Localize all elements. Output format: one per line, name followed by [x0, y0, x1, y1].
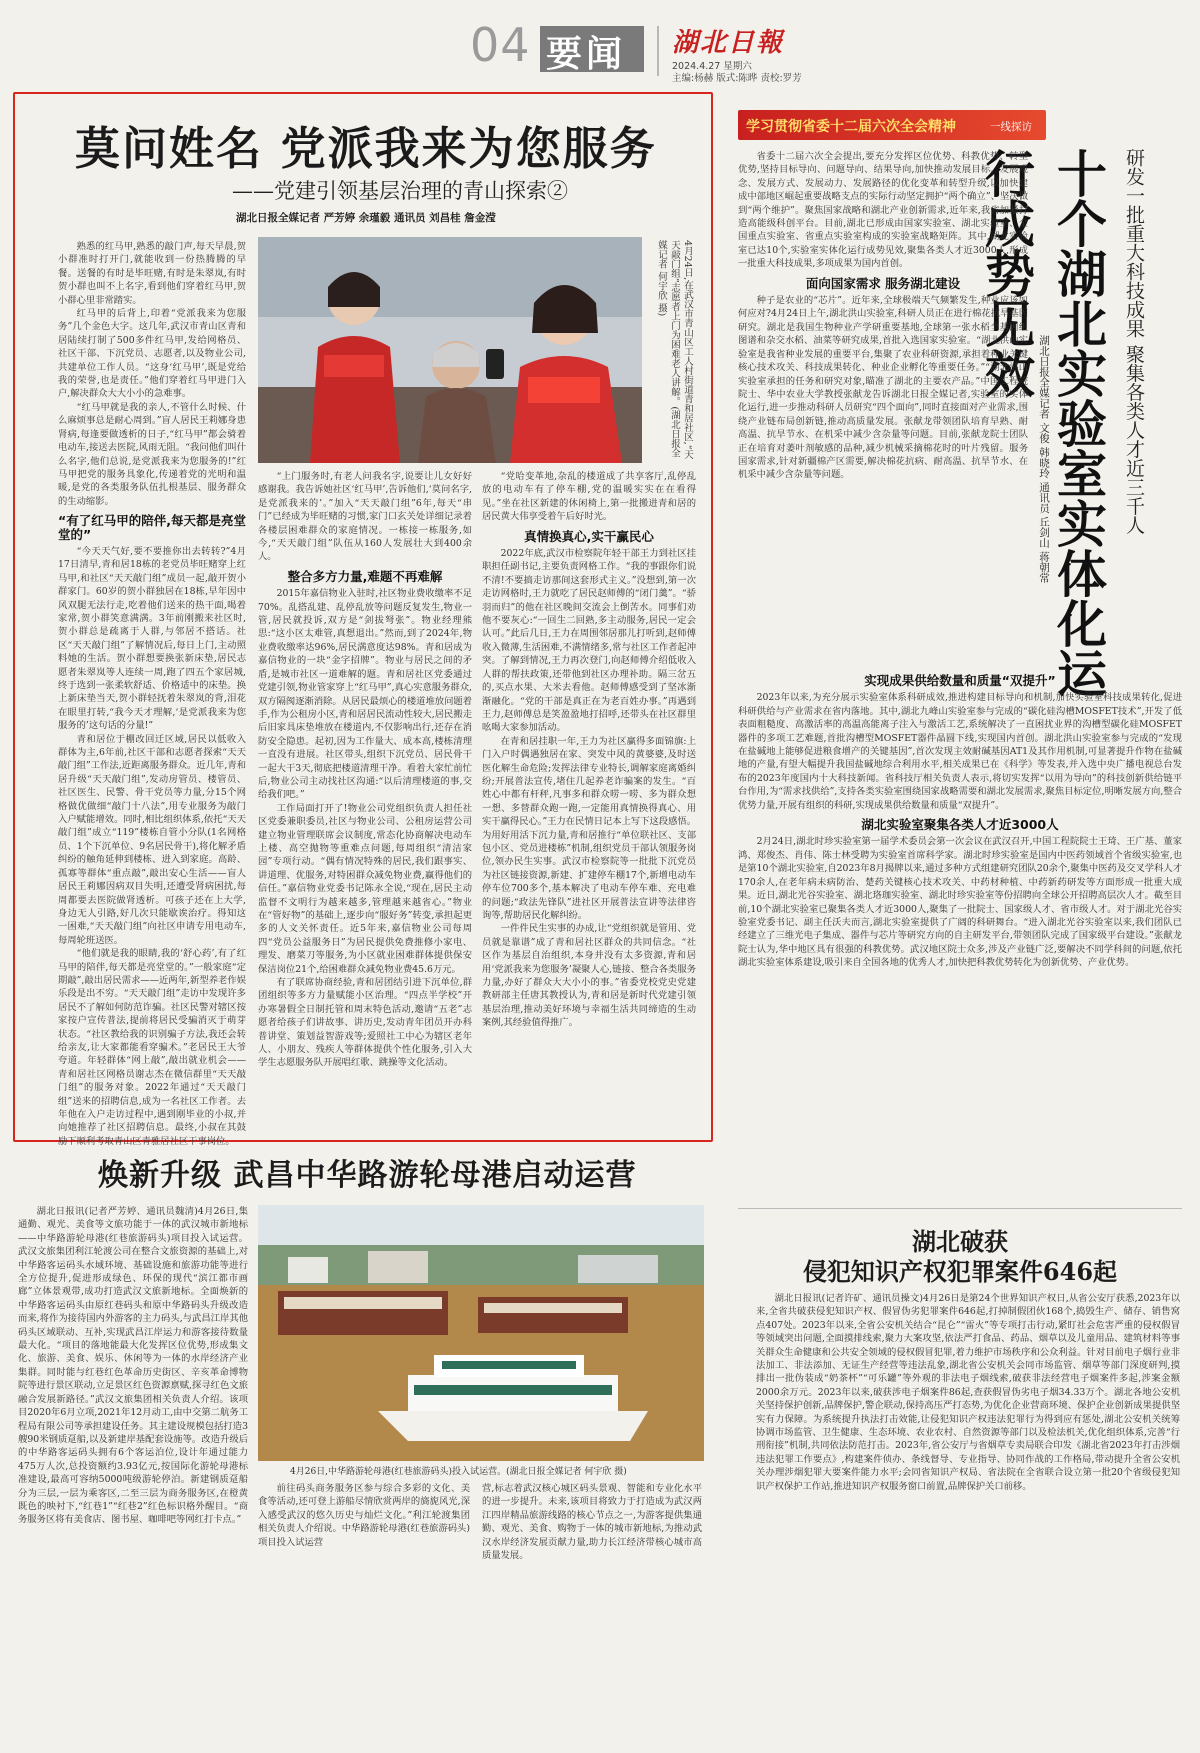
crime-para: 湖北日报讯(记者许矿、通讯员操文)4月26日是第24个世界知识产权日,从省公安厅获悉,2023年以来,全省共破获侵犯知识产权、假冒伪劣犯罪案件646起,打掉制假团伙168个,捣毁生产、储存、销售窝点407处。2023年以来,全省公安机关结合“昆仑”“雷火”等专项打击行动,紧盯社会危害严重的侵权假冒等领域突出问题,全面摸排线索,聚力大案攻坚,依法严打食品、药品、烟草以及儿童用品、建筑材料等事关群众生命健康和公共安全领域的侵权假冒犯罪,着力维护市场秩序和公众利益。针对目前电子烟行业非法加工、非法添加、无证生产经营等违法乱象,湖北省公安机关会同市场监管、烟草等部门深度研判,摸排出一批伪装成“奶茶杯”“可乐罐”等外观的非法电子烟线索,破获非法经营电子烟案件多起,涉案金额2000余万元。2023年以来,破获涉电子烟案件86起,查获假冒伪劣电子烟34.33万个。湖北各地公安机关坚持保护创新,品牌保护,警企联动,保持高压严打态势,为优化企业营商环境、保护企业创新成果提供坚实有力保障。为系统提升执法打击效能,让侵犯知识产权违法犯罪行为得到应有惩处,湖北公安机关统筹协调市场监管、卫生健康、生态环境、农业农村、自然资源等部门以及检法机关,优化组织体系,完善“行刑衔接”机制,共同依法防范打击。2023年,省公安厅与省烟草专卖局联合印发《湖北省2023年打击涉烟违法犯罪工作要点》,构建案件侦办、条线督导、专业指导、协同作战的工作格局,带动提升全省公安机关办理涉烟犯罪大要案件能力水平;会同省知识产权局、省法院在全省联合设立第一批20个省级侵犯知识产权保护工作站,推进知识产权服务窗口前置,品牌保护关口前移。 — [756, 1293, 1180, 1492]
main-col1-para: “红马甲就是我的亲人,不管什么时候、什么麻烦事总是耐心周到。”盲人居民王莉娜身患肾病,每逢要做透析的日子,“红马甲”都会骑着电动车,接送去医院,风雨无阻。“我问他们叫什么名字,他们总说,是党派我来为您服务的!”红马甲把党的服务具象化,传递着党的光明和温暖,是党的各类服务队伍扎根基层、服务群众的生动缩影。 — [58, 401, 246, 507]
ferry-col-1 — [18, 1205, 248, 1745]
main-col2-para: 有了联席协商经验,青和居团结引进下沉单位,群团组织等多方力量赋能小区治理。“四点半学校”开办寒暑假全日制托管和周末特色活动,邀请“五老”志愿者给孩子们讲故事、讲历史,发动青年团员开办科普讲堂、策划益智游戏等;爱照社工中心为辖区老年人、小朋友、残疾人等群体提供个性化服务,引入大学生志愿服务队开展唱红歌、跳操等文化活动。 — [258, 977, 472, 1069]
main-col-1 — [58, 240, 246, 1147]
ferry-photo — [258, 1205, 704, 1461]
crime-headline-1: 湖北破获 — [912, 1227, 1008, 1256]
ferry-col2-para: 前往码头商务服务区参与综合多彩的文化、美食等活动,还可登上游船尽情欣赏两岸的旖旎风光,深入感受武汉的悠久历史与灿烂文化。”利江轮渡集团相关负责人介绍说。中华路游轮母港(红巷旅游码头)项目投入试运营 — [258, 1483, 470, 1548]
ferry-col1-para: 湖北日报讯(记者严芳婷、通讯员魏清)4月26日,集通勤、观光、美食等文旅功能于一体的武汉城市新地标——中华路游轮母港(红巷旅游码头)项目投入试运营。武汉文旅集团利江轮渡公司在整合文旅资源的基础上,对中华路客运码头水域环境、基础设施和旅游功能等进行全方位提升,促进形成绿色、环保的现代“滨江都市画廊”立体景观带,成功打造武汉文旅新地标。全面焕新的中华路客运码头由原红巷码头和原中华路码头升级改造而来,将作为接待国内外游客的主力码头,与武昌江岸其他码头区域联动、互补,实现武昌江岸运力和游客接待数量最大化。“项目的落地能最大化发挥区位优势,形成集文化、旅游、美食、娱乐、休闲等为一体的水岸经济产业集群。同时能与红巷红色革命历史街区、辛亥革命博物院等进行景区联动,立足景区红色资源禀赋,探寻红色文旅融合发展新路径。”武汉文旅集团相关负责人介绍。该项目2020年6月立项,2021年12月动工,由中交第二航务工程局有限公司等承担建设任务。其主建设规模包括打造3艘90米钢质趸船,以及新建岸基配套设施等。改造升级后的中华路客运码头拥有6个客运泊位,设计年通过能力475万人次,总投资额约3.93亿元,按国际化游轮母港标准建设,最高可容纳5000吨级游轮停泊。新建钢质趸船分为三层,一层为乘客区,二至三层为商务服务区,在橙黄既色的映衬下,“红巷1”“红巷2”红色标识格外醒目。“商务服务区将有美食店、图书屋、咖啡吧等网红打卡点。” — [18, 1206, 248, 1526]
main-photo-caption: 4月24日,在武汉市青山区工人村街道青和居社区,“天天敲门组”志愿者上门为困难老人讲解。(湖北日报全媒记者 何宇欣 摄) — [656, 240, 693, 460]
main-col3-para: “党哈变革地,杂乱的楼道成了共享客厅,乱停乱放的电动车有了停车棚,党的温暖实实在在看得见。”坐在社区新建的休闲椅上,第一批搬进青和居的居民黄大伟享受着午后好时光。 — [482, 471, 696, 523]
main-col3-para: 2022年底,武汉市检察院年轻干部王力到社区挂职担任副书记,主要负责网格工作。“我的事跟你们说不清!不要搞走访那间这套形式主义。”没想到,第一次走访网格时,王力就吃了居民赵师傅的“闭门羹”。“骄羽而归”的他在社区晚间交流会上倒苦水。同事们劝他不要灰心:“一回生二回熟,多主动服务,居民一定会认可。”此后几日,王力在周围邻居那儿打听到,赵师傅收入微薄,生活困难,不满情绪多,常与社区工作者起冲突。了解到情况,王力再次登门,向赵师傅介绍低收入人群的帮扶政策,还带他到社区办理补助。隔三岔五的,买点水果、大米去看他。赵师傅感受到了坚冰渐渐融化。“党的干部是真正在为老百姓办事。”再遇到王力,赵师傅总是笑盈盈地打招呼,还带头在社区群里吆喝大家参加活动。 — [482, 548, 696, 734]
main-col3-para: 一件件民生实事的办成,让“党组织就是管用、党员就是靠谱”成了青和居社区群众的共同信念。“社区作为基层自治组织,本身并没有太多资源,青和居用‘党派我来为您服务’凝聚人心,链接、整合各类服务力量,办好了群众大大小小的事。”省委党校党史党建教研部主任唐其教授认为,青和居是新时代党建引领基层治理,推动美好环境与幸福生活共同缔造的生动案例,其经验值得推广。 — [482, 923, 696, 1029]
lab-headline: 十个湖北实验室实体化运行成势见效 — [977, 148, 1107, 698]
masthead-divider — [657, 26, 659, 76]
main-col1-subhead: “有了红马甲的陪伴,每天都是亮堂堂的” — [58, 513, 246, 542]
paper-logo: 湖北日報 — [672, 28, 785, 58]
masthead — [0, 0, 1200, 84]
main-headline: 莫问姓名 党派我来为您服务 — [75, 122, 657, 175]
lab-para: 种子是农业的“芯片”。近年来,全球极端天气频繁发生,种业应该如何应对?4月24日上午,湖北洪山实验室,科研人员正在进行棉花抗旱基因研究。湖北是我国生物种业产学研重要基地,全球第一张水稻全基因组图谱和杂交水稻、油菜等研究成果,首批入选国家实验室。“湖北洪山实验室是我省种业发展的重要平台,集聚了农业科研资源,承担着种业关键核心技术攻关、科技成果转化、种业企业孵化等重要任务。”“湖北洪山实验室承担的任务和研究对象,瞄准了湖北的主要农产品。”中国工程院院士、华中农业大学教授张献龙告诉湖北日报全媒记者,实验室的实体化运行,进一步推动科研人员研究“四个面向”,同时直接面对产业需求,围绕产业链布局创新链,推动高质量发展。张献龙带领团队培育早熟、耐高温、抗旱节水、在机采中减少含杂量等问题。目前,张献龙院士团队正在培育对萎叶剂敏感的品种,减少机械采摘棉花时的叶片残留。服务国家需求,针对新疆棉产区需要,解决棉花抗病、耐高温、抗旱节水、在机采中减少含杂量等问题。 — [738, 295, 1028, 481]
page-number: 04 — [470, 18, 531, 72]
main-col1-para: “他们就是我的眼睛,我的‘舒心药’,有了红马甲的陪伴,每天都是亮堂堂的。”一般家庭“定期敲”,敲出居民需求——近两年,新型养老作娱乐段是出不穷。“天天敲门组”走访中发现许多居民不了解如何防范诈骗。社区民警对辖区按家按户宣传普法,提前将居民受骗消灭于萌芽状态。“社区教给我的识别骗子方法,我还会转给亲友,让大家都能看穿骗术。”老居民王大爷夸道。年轻群体“网上敲”,敲出就业机会——青和居社区网格员谢志杰在微信群里“天天敲门组”的服务对象。2022年通过“天天敲门组”送来的招聘信息,成为一名社区工作者。去年他在入户走访过程中,遇到刚毕业的小叔,并向她推荐了社区招聘信息。最终,小叔在其鼓励下顺利考取青山区青雅居社区干事岗位。 — [58, 948, 246, 1147]
main-col1-para: “今天天气好,要不要推你出去转转?”4月17日清早,青和居18栋的老党员毕旺赌穿上红马甲,和社区“天天敲门组”成员一起,敲开贺小群家门。60岁的贺小群独居在18栋,早年因中风双腿无法行走,吃着他们送来的热干面,喝着家常,贺小群笑意满满。3年前刚搬来社区时,贺小群总是疏离于人群,与邻居不搭话。社区“天天敲门组”了解情况后,每日上门,主动照料她的生活。贺小群想要换张新床垫,居民志愿者朱翠岚等人连续一周,跑了四五个家居城,终于选到一张柔软舒适、价格适中的床垫。换上新床垫当天,贺小群轻抚着朱翠岚的背,泪花在眼里打转,“我今天才理解,‘是党派我来为您服务的’这句话的分量!” — [58, 545, 246, 732]
ferry-col-2 — [258, 1482, 470, 1748]
editors-credit: 主编:杨赫 版式:陈晔 责校:罗芳 — [672, 73, 802, 84]
ferry-col-3 — [482, 1482, 702, 1748]
main-col-2 — [258, 470, 472, 1132]
main-col2-para: 工作局面打开了!物业公司党组织负责人担任社区党委兼职委员,社区与物业公司、公租房运营公司建立物业管理联席会议制度,常态化协商解决电动车上楼、高空抛物等重难点问题,每周组织“清洁家园”专项行动。“偶有情况特殊的居民,我们跟事实、讲道理、优服务,对特困群众减免物业费,赢得他们的信任。”嘉信物业党委书记陈永全说,“现在,居民主动监督不文明行为越来越多,管理越来越省心。”物业在“管好物”的基础上,逐步向“服好务”转变,承担起更多的人文关怀责任。近5年来,嘉信物业公司每周四“党员公益服务日”为居民提供免费推修小家电、理发、磨菜刀等服务,为小区就业困难群体提供保安保洁岗位21个,给困难群众减免物业费45.6万元。 — [258, 802, 472, 975]
issue-date: 2024.4.27 星期六 — [672, 61, 752, 72]
main-col2-subhead: 整合多方力量,难题不再难解 — [287, 568, 443, 584]
lab-para: 2月24日,湖北时珍实验室第一届学术委员会第一次会议在武汉召开,中国工程院院士王琦、王广基、董家鸿、郑俊杰、肖伟、陈士林受聘为实验室首席科学家。湖北时珍实验室是国内中医药领域首个省级实验室,也是第10个湖北实验室,自2023年8月揭牌以来,通过多种方式组建研究团队20余个,聚集中医药及交叉学科人才170余人,在老年病未病防治、楚药关键核心技术攻关、中药材种植、中药新药研发等方面形成一批重大成果。近日,湖北光谷实验室、湖北珞珈实验室、湖北时珍实验室等份招聘向全球公开招聘高层次人才。截至目前,10个湖北实验室已聚集各类人才近3000人,聚集了一批院士、国家级人才、省市级人才。对于湖北光谷实验室党委书记、副主任沃夫而言,湖北实验室提供了广阔的科研舞台。“进入湖北光谷实验室以来,我们团队已经建立了三维光电子集成、器件与芯片等研究方向的自主研发平台,带领团队完成了国家级平台建设。”张献龙院士认为,华中地区具有很强的科教优势。武汉地区院士众多,涉及产业链广泛,要解决不同学科间的问题,依托湖北实验室体系建设,吸引来自全国各地的优秀人才,加快把科教优势转化为创新优势、产业优势。 — [738, 836, 1182, 969]
lab-para: 2023年以来,为充分展示实验室体系科研成效,推进构建目标导向和机制,加快实验室科技成果转化,促进科研供给与产业需求在省内落地。其中,湖北九峰山实验室参与完成的“碳化硅沟槽MOSFET技术”,开发了低表面粗糙度、高激活率的高温高能离子注入与激活工艺,系统解决了一直困扰业界的沟槽型碳化硅MOSFET器件的多项工艺难题,首批沟槽型MOSFET器件晶圆下线,实现国内首创。湖北洪山实验室参与完成的“发现在盐碱地上能够促进粮食增产的关键基因”,首次发现主效耐碱基因AT1及其作用机制,可显著提升作物在盐碱地的产量,有望大幅提升我国盐碱地综合利用水平,相关成果已在《科学》等发表,并入选中央广播电视总台发布的2023年度国内十大科技新闻。省科技厅相关负责人表示,将切实发挥“以用为导向”的科技创新供给链平台作用,为“需求找供给”,支持各类实验室围绕国家战略需要和湖北发展需求,聚焦目标定位,明晰发展方向,整合优势力量,开展有组织的科研,实现成果供给数量和质量“双提升”。 — [738, 692, 1182, 811]
lab-col-bottom — [738, 674, 1182, 1202]
ferry-headline: 焕新升级 武昌中华路游轮母港启动运营 — [98, 1158, 637, 1193]
main-col3-subhead: 真情换真心,实干赢民心 — [524, 528, 654, 544]
lab-banner-title: 学习贯彻省委十二届六次全会精神 — [746, 119, 956, 135]
section-label: 要闻 — [546, 34, 627, 75]
main-col1-para: 红马甲的后背上,印着“党派我来为您服务”几个金色大字。这几年,武汉市青山区青和居陆续打制了500多件红马甲,发给网格员、社区干部、下沉党员、志愿者,以及物业公司,共建单位工作人员。“这身‘红马甲’,既是党给我的荣誉,也是责任。”他们穿着红马甲进门入户,解决群众大大小小的急难事。 — [58, 308, 246, 400]
crime-body — [756, 1292, 1180, 1748]
ferry-col3-para: 营,标志着武汉核心城区码头景观、智能和专业化水平的进一步提升。未来,该项目将致力于打造成为武汉两江四岸精品旅游线路的核心节点之一,为游客提供集通勤、观光、美食、购物于一体的城市新地标,为推动武汉水岸经济发展贡献力量,助力长江经济带核心城市高质量发展。 — [482, 1483, 702, 1562]
main-col3-para: 在青和居挂职一年,王力为社区赢得多面锦旗:上门入户时偶遇独居在家、突发中风的黄婆婆,及时送医化解生命危险;发挥法律专业特长,调解家庭离婚纠纷;开展普法宣传,堵住几起养老诈骗案的发生。“百姓心中都有杆秤,凡事多和群众唠一唠、多为群众想一想、多替群众跑一跑,一定能用真情换得真心、用实干赢得民心。”王力在民情日记本上写下这段感悟。为用好用活下沉力量,青和居推行“单位联社区、支部包小区、党员进楼栋”机制,组织党员干部认领服务岗位,领办民生实事。武汉市检察院等一批批下沉党员为社区链接资源,新建、扩建停车棚17个,新增电动车停车位700多个,基本解决了电动车停车难、充电难的问题;“政法先锋队”进社区开展普法宣讲等法律咨询等,帮助居民化解纠纷。 — [482, 735, 696, 921]
crime-headline-2: 侵犯知识产权犯罪案件646起 — [802, 1257, 1118, 1286]
lab-deck: 研发一批重大科技成果 聚集各类人才近三千人 — [1123, 148, 1145, 535]
lab-subhead-3: 湖北实验室聚集各类人才近3000人 — [861, 817, 1059, 833]
lab-subhead-2: 实现成果供给数量和质量“双提升” — [864, 673, 1056, 688]
main-col1-para: 熟悉的红马甲,熟悉的敲门声,每天早晨,贺小群准时打开门,就能收到一份热腾腾的早餐。送餐的有时是毕旺赌,有时是朱翠岚,有时贺小群也叫不上名字,看到他们穿着红马甲,贺小群心里非常踏实。 — [58, 241, 246, 306]
main-col-3 — [482, 470, 696, 1132]
volunteers-photo-illustration — [258, 237, 642, 463]
lab-intro: 省委十二届六次全会提出,要充分发挥区位优势、科教优势、转型优势,坚持目标导向、问题导向、结果导向,加快推动发展目标、发展观念、发展方式、发展动力、发展路径的优化变革和转型升级,以加快建成中部地区崛起重要战略支点的实际行动坚定拥护“两个确立”、坚决做到“两个维护”。聚焦国家战略和湖北产业创新需求,近年来,我省加紧打造高能级科创平台。目前,湖北已形成由国家实验室、湖北实验室、全国重点实验室、省重点实验室构成的实验室战略矩阵。其中,湖北实验室已达10个,实验室实体化运行成势见效,聚集各类人才近3000人,形成一批重大科技成果,多项成果为国内首创。 — [738, 151, 1028, 270]
main-col2-para: “上门服务时,有老人问我名字,说要让儿女好好感谢我。我告诉她社区‘红马甲’,告诉他们,‘莫问名字,是党派我来的’。”加入“天天敲门组”6年,每天“串门”已经成为毕旺赌的习惯,家门口玄关处详细记录着各楼层困难群众的家庭情况。一栋接一栋服务,如今,“天天敲门组”队伍从160人发展壮大到400余人。 — [258, 471, 472, 563]
main-byline: 湖北日报全媒记者 严芳婷 余瑾毅 通讯员 刘昌桂 詹金滢 — [236, 212, 496, 224]
lab-banner-tag: 一线探访 — [990, 121, 1032, 133]
ferry-terminal-photo-illustration — [258, 1205, 704, 1461]
ferry-photo-caption: 4月26日,中华路游轮母港(红巷旅游码头)投入试运营。(湖北日报全媒记者 何宇欣 摄) — [290, 1467, 627, 1477]
lab-byline: 湖北日报全媒记者 文俊 韩晓玲 通讯员 丘剑山 蒋朝常 — [1038, 335, 1050, 583]
main-subtitle: ——党建引领基层治理的青山探索② — [232, 179, 568, 203]
main-col2-para: 2015年嘉信物业入驻时,社区物业费收缴率不足70%。乱搭乱建、乱停乱放等问题反复发生,物业一管,居民就投诉,双方是“剑拔弩张”。物业经理熊思:“这小区太难管,真想退出。”然而,到了2024年,物业费收缴率达96%,居民满意度达98%。青和居成为嘉信物业的一块“金字招牌”。物业与居民之间的矛盾,是城市社区一道难解的题。青和居社区党委通过党建引领,物业管家穿上“红马甲”,真心实意服务群众,双方隔阂逐渐消除。从居民最烦心的楼道堆放问题着手,作为公租房小区,青和居居民流动性较大,居民搬走后旧家具床垫堆放在楼道内,不仅影响出行,还存在消防安全隐患。起初,因为工作量大、成本高,楼栋清理一直没有进展。社区带头,组织下沉党员、居民骨干一起大干3天,彻底把楼道清理干净。看着大家忙前忙后,物业公司主动找社区沟通:“以后清理楼道的事,交给我们吧。” — [258, 588, 472, 801]
lab-subhead-1: 面向国家需求 服务湖北建设 — [805, 275, 961, 291]
lab-crime-divider — [738, 1208, 1182, 1209]
lab-col-top — [738, 150, 1028, 670]
main-col1-para: 青和居位于棚改回迁区域,居民以低收入群体为主,6年前,社区干部和志愿者探索“天天敲门组”工作法,近距离服务群众。近几年,青和居升级“天天敲门组”,发动房管员、楼管员、社区医生、民警、骨干党员等力量,分15个网格做优做细“敲门十八法”,用专业服务为敲门入户赋能增效。同时,相比组织体系,依托“天天敲门组”成立“119”楼栋自管小分队(1名网格员、1个下沉单位、9名居民骨干),将化解矛盾纠纷的触角延伸到楼栋、进入到家庭。高龄、孤寡等群体“重点敲”,敲出安心生活——盲人居民王莉娜因病双目失明,还遭受肾病困扰,每周都要去医院做肾透析。可孩子还在上大学,身边无人引路,好几次只能歇诶治疗。得知这一困难,“天天敲门组”向社区申请专用电动车,每周轮班送医。 — [58, 733, 246, 946]
main-photo — [258, 237, 642, 463]
